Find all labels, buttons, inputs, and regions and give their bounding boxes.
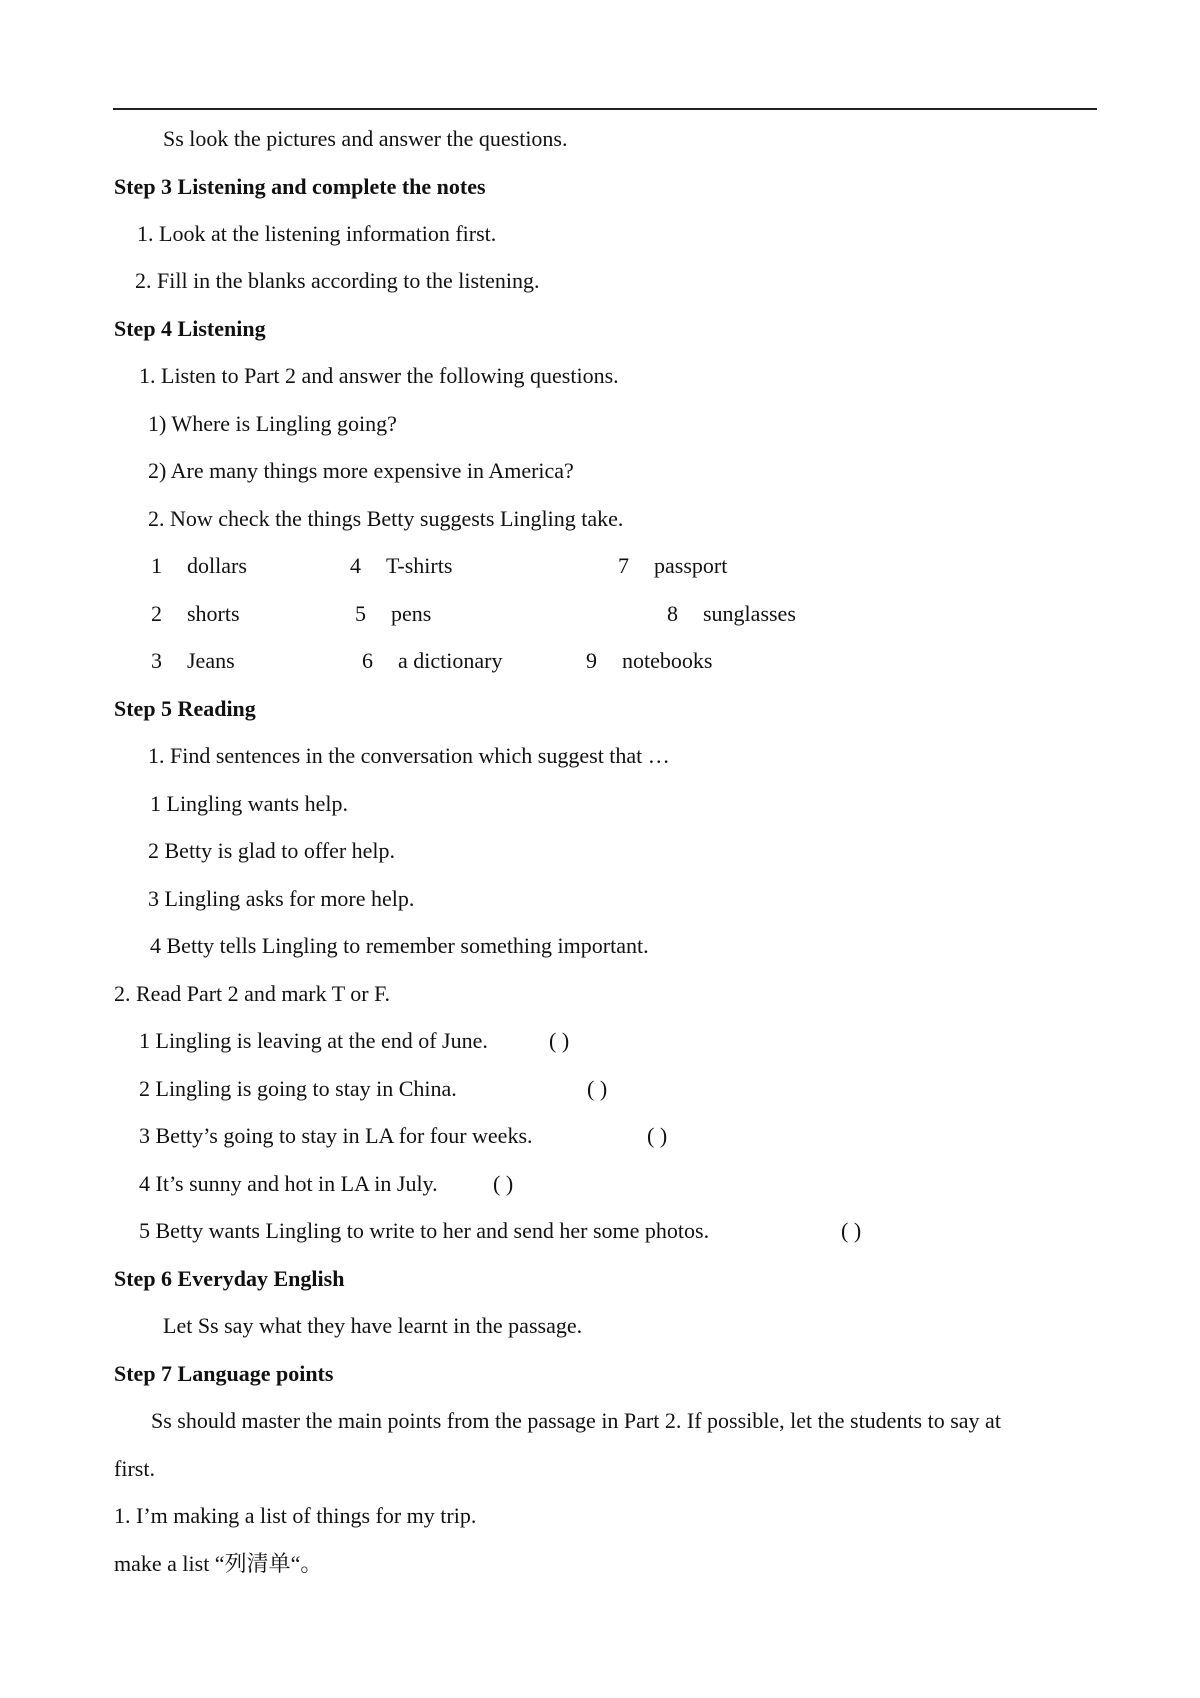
thing-number: 7 [618,553,629,578]
tf-answer-blank[interactable]: ( ) [841,1218,862,1243]
thing-number: 4 [350,553,361,578]
thing-label: shorts [187,601,240,626]
step3-item: 1. Look at the listening information first. [137,221,497,246]
step6-heading: Step 6 Everyday English [114,1266,345,1291]
step3-item: 2. Fill in the blanks according to the listening. [135,268,540,293]
thing-label: T-shirts [386,553,453,578]
tf-statement: 4 It’s sunny and hot in LA in July. [139,1171,438,1196]
language-point-note: make a list “列清单“。 [114,1551,323,1576]
suggest-item: 3 Lingling asks for more help. [148,886,415,911]
tf-answer-blank[interactable]: ( ) [647,1123,668,1148]
step5-find: 1. Find sentences in the conversation which suggest that … [148,743,670,768]
intro-text: Ss look the pictures and answer the questions. [163,126,568,151]
thing-label: a dictionary [398,648,503,673]
thing-label: passport [654,553,728,578]
step5-mark: 2. Read Part 2 and mark T or F. [114,981,391,1006]
thing-number: 3 [151,648,162,673]
suggest-item: 4 Betty tells Lingling to remember something important. [150,933,649,958]
tf-statement: 5 Betty wants Lingling to write to her and send her some photos. [139,1218,710,1243]
thing-number: 6 [362,648,373,673]
thing-label: dollars [187,553,247,578]
thing-number: 5 [355,601,366,626]
step4-question: 2. Now check the things Betty suggests Lingling take. [148,506,624,531]
tf-answer-blank[interactable]: ( ) [549,1028,570,1053]
step4-subquestion: 2) Are many things more expensive in America? [148,458,574,483]
thing-label: Jeans [187,648,235,673]
suggest-item: 1 Lingling wants help. [150,791,348,816]
step7-paragraph-cont: first. [114,1456,155,1481]
step4-heading: Step 4 Listening [114,316,266,341]
step6-text: Let Ss say what they have learnt in the passage. [163,1313,583,1338]
thing-label: notebooks [622,648,713,673]
step5-heading: Step 5 Reading [114,696,256,721]
header-rule [113,108,1097,110]
thing-number: 9 [586,648,597,673]
step4-question: 1. Listen to Part 2 and answer the following questions. [139,363,619,388]
thing-label: pens [391,601,432,626]
thing-number: 8 [667,601,678,626]
tf-answer-blank[interactable]: ( ) [587,1076,608,1101]
step4-subquestion: 1) Where is Lingling going? [148,411,397,436]
tf-statement: 3 Betty’s going to stay in LA for four weeks. [139,1123,533,1148]
thing-label: sunglasses [703,601,796,626]
step3-heading: Step 3 Listening and complete the notes [114,174,486,199]
step7-heading: Step 7 Language points [114,1361,334,1386]
language-point: 1. I’m making a list of things for my trip. [114,1503,477,1528]
thing-number: 2 [151,601,162,626]
tf-statement: 1 Lingling is leaving at the end of June. [139,1028,488,1053]
tf-answer-blank[interactable]: ( ) [493,1171,514,1196]
step7-paragraph: Ss should master the main points from the passage in Part 2. If possible, let the students to say at [151,1408,1001,1433]
tf-statement: 2 Lingling is going to stay in China. [139,1076,457,1101]
thing-number: 1 [151,553,162,578]
suggest-item: 2 Betty is glad to offer help. [148,838,396,863]
